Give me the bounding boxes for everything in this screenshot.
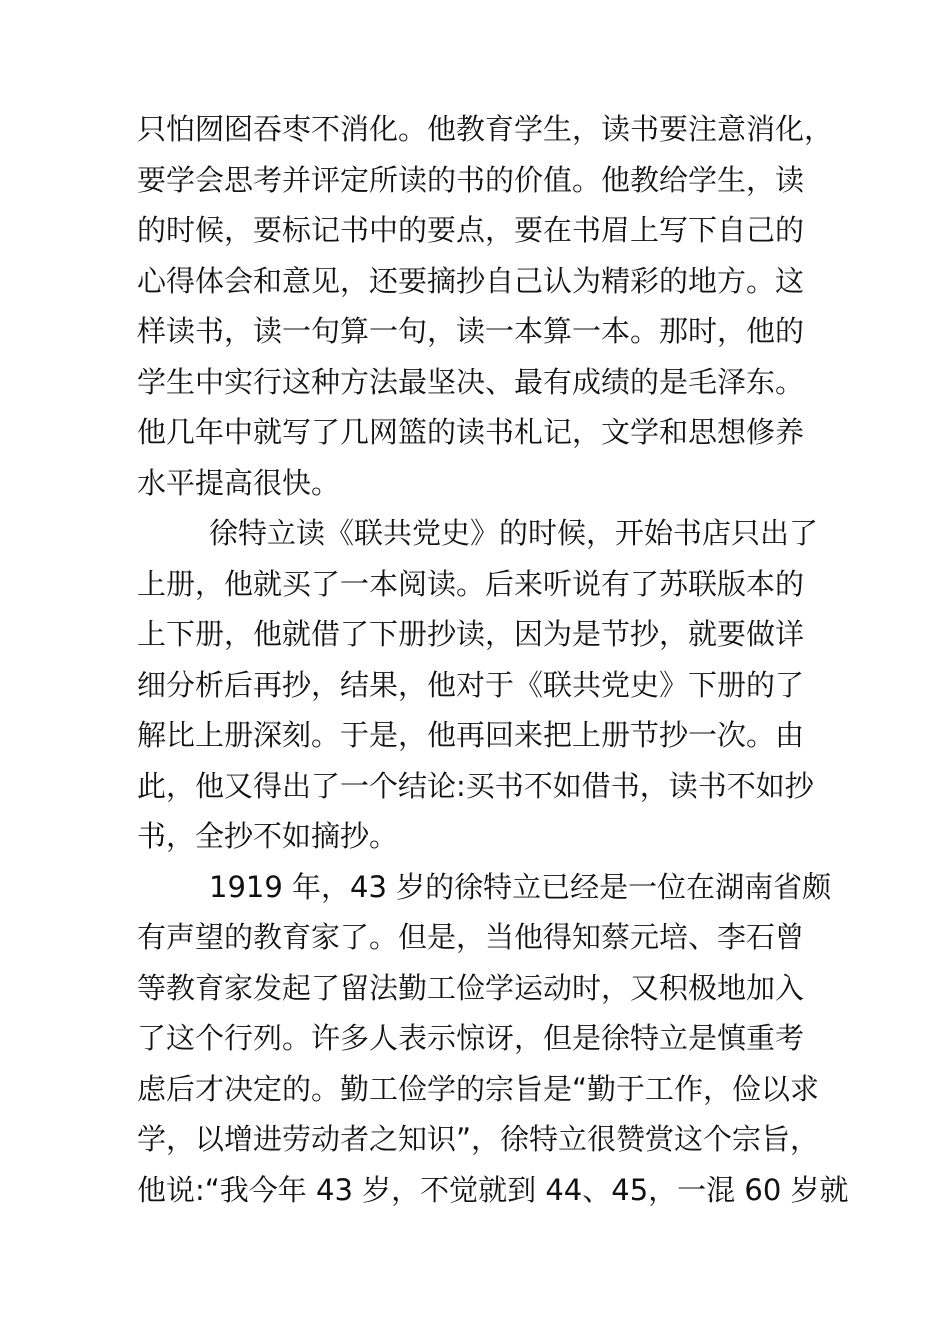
- text-line: 只怕囫囵吞枣不消化。他教育学生，读书要注意消化，: [137, 112, 834, 146]
- text-line: 上册，他就买了一本阅读。后来听说有了苏联版本的: [137, 566, 805, 601]
- text-line: 学，以增进劳动者之知识”，徐特立很赞赏这个宗旨，: [137, 1122, 820, 1156]
- text-line: 1919 年，43 岁的徐特立已经是一位在湖南省颇: [209, 869, 832, 904]
- text-line: 要学会思考并评定所读的书的价值。他教给学生，读: [137, 162, 805, 197]
- text-line: 他说:“我今年 43 岁，不觉就到 44、45，一混 60 岁就: [137, 1172, 849, 1207]
- text-line: 学生中实行这种方法最坚决、最有成绩的是毛泽东。: [137, 364, 805, 399]
- text-line: 上下册，他就借了下册抄读，因为是节抄，就要做详: [137, 617, 805, 651]
- text-line: 虑后才决定的。勤工俭学的宗旨是“勤于工作，俭以求: [137, 1071, 820, 1106]
- text-line: 样读书，读一句算一句，读一本算一本。那时，他的: [137, 314, 805, 348]
- text-line: 他几年中就写了几网篮的读书札记，文学和思想修养: [137, 415, 805, 449]
- paragraph-1: [137, 104, 834, 508]
- text-line: 解比上册深刻。于是，他再回来把上册节抄一次。由: [137, 718, 805, 752]
- text-line: 了这个行列。许多人表示惊讶，但是徐特立是慎重考: [137, 1021, 805, 1055]
- text-line: 心得体会和意见，还要摘抄自己认为精彩的地方。这: [137, 263, 805, 298]
- paragraph-2: [137, 508, 817, 862]
- text-line: 等教育家发起了留法勤工俭学运动时，又积极地加入: [137, 970, 805, 1005]
- text-line: 有声望的教育家了。但是，当他得知蔡元培、李石曾: [137, 920, 805, 954]
- text-line: 水平提高很快。: [137, 465, 341, 500]
- text-line: 徐特立读《联共党史》的时候，开始书店只出了: [209, 516, 819, 550]
- text-line: 书，全抄不如摘抄。: [137, 819, 399, 853]
- paragraph-3: [137, 862, 849, 1216]
- body-text: [137, 104, 849, 1215]
- text-line: 细分析后再抄，结果，他对于《联共党史》下册的了: [137, 667, 805, 702]
- text-line: 此，他又得出了一个结论:买书不如借书，读书不如抄: [137, 768, 814, 803]
- text-line: 的时候，要标记书中的要点，要在书眉上写下自己的: [137, 213, 805, 247]
